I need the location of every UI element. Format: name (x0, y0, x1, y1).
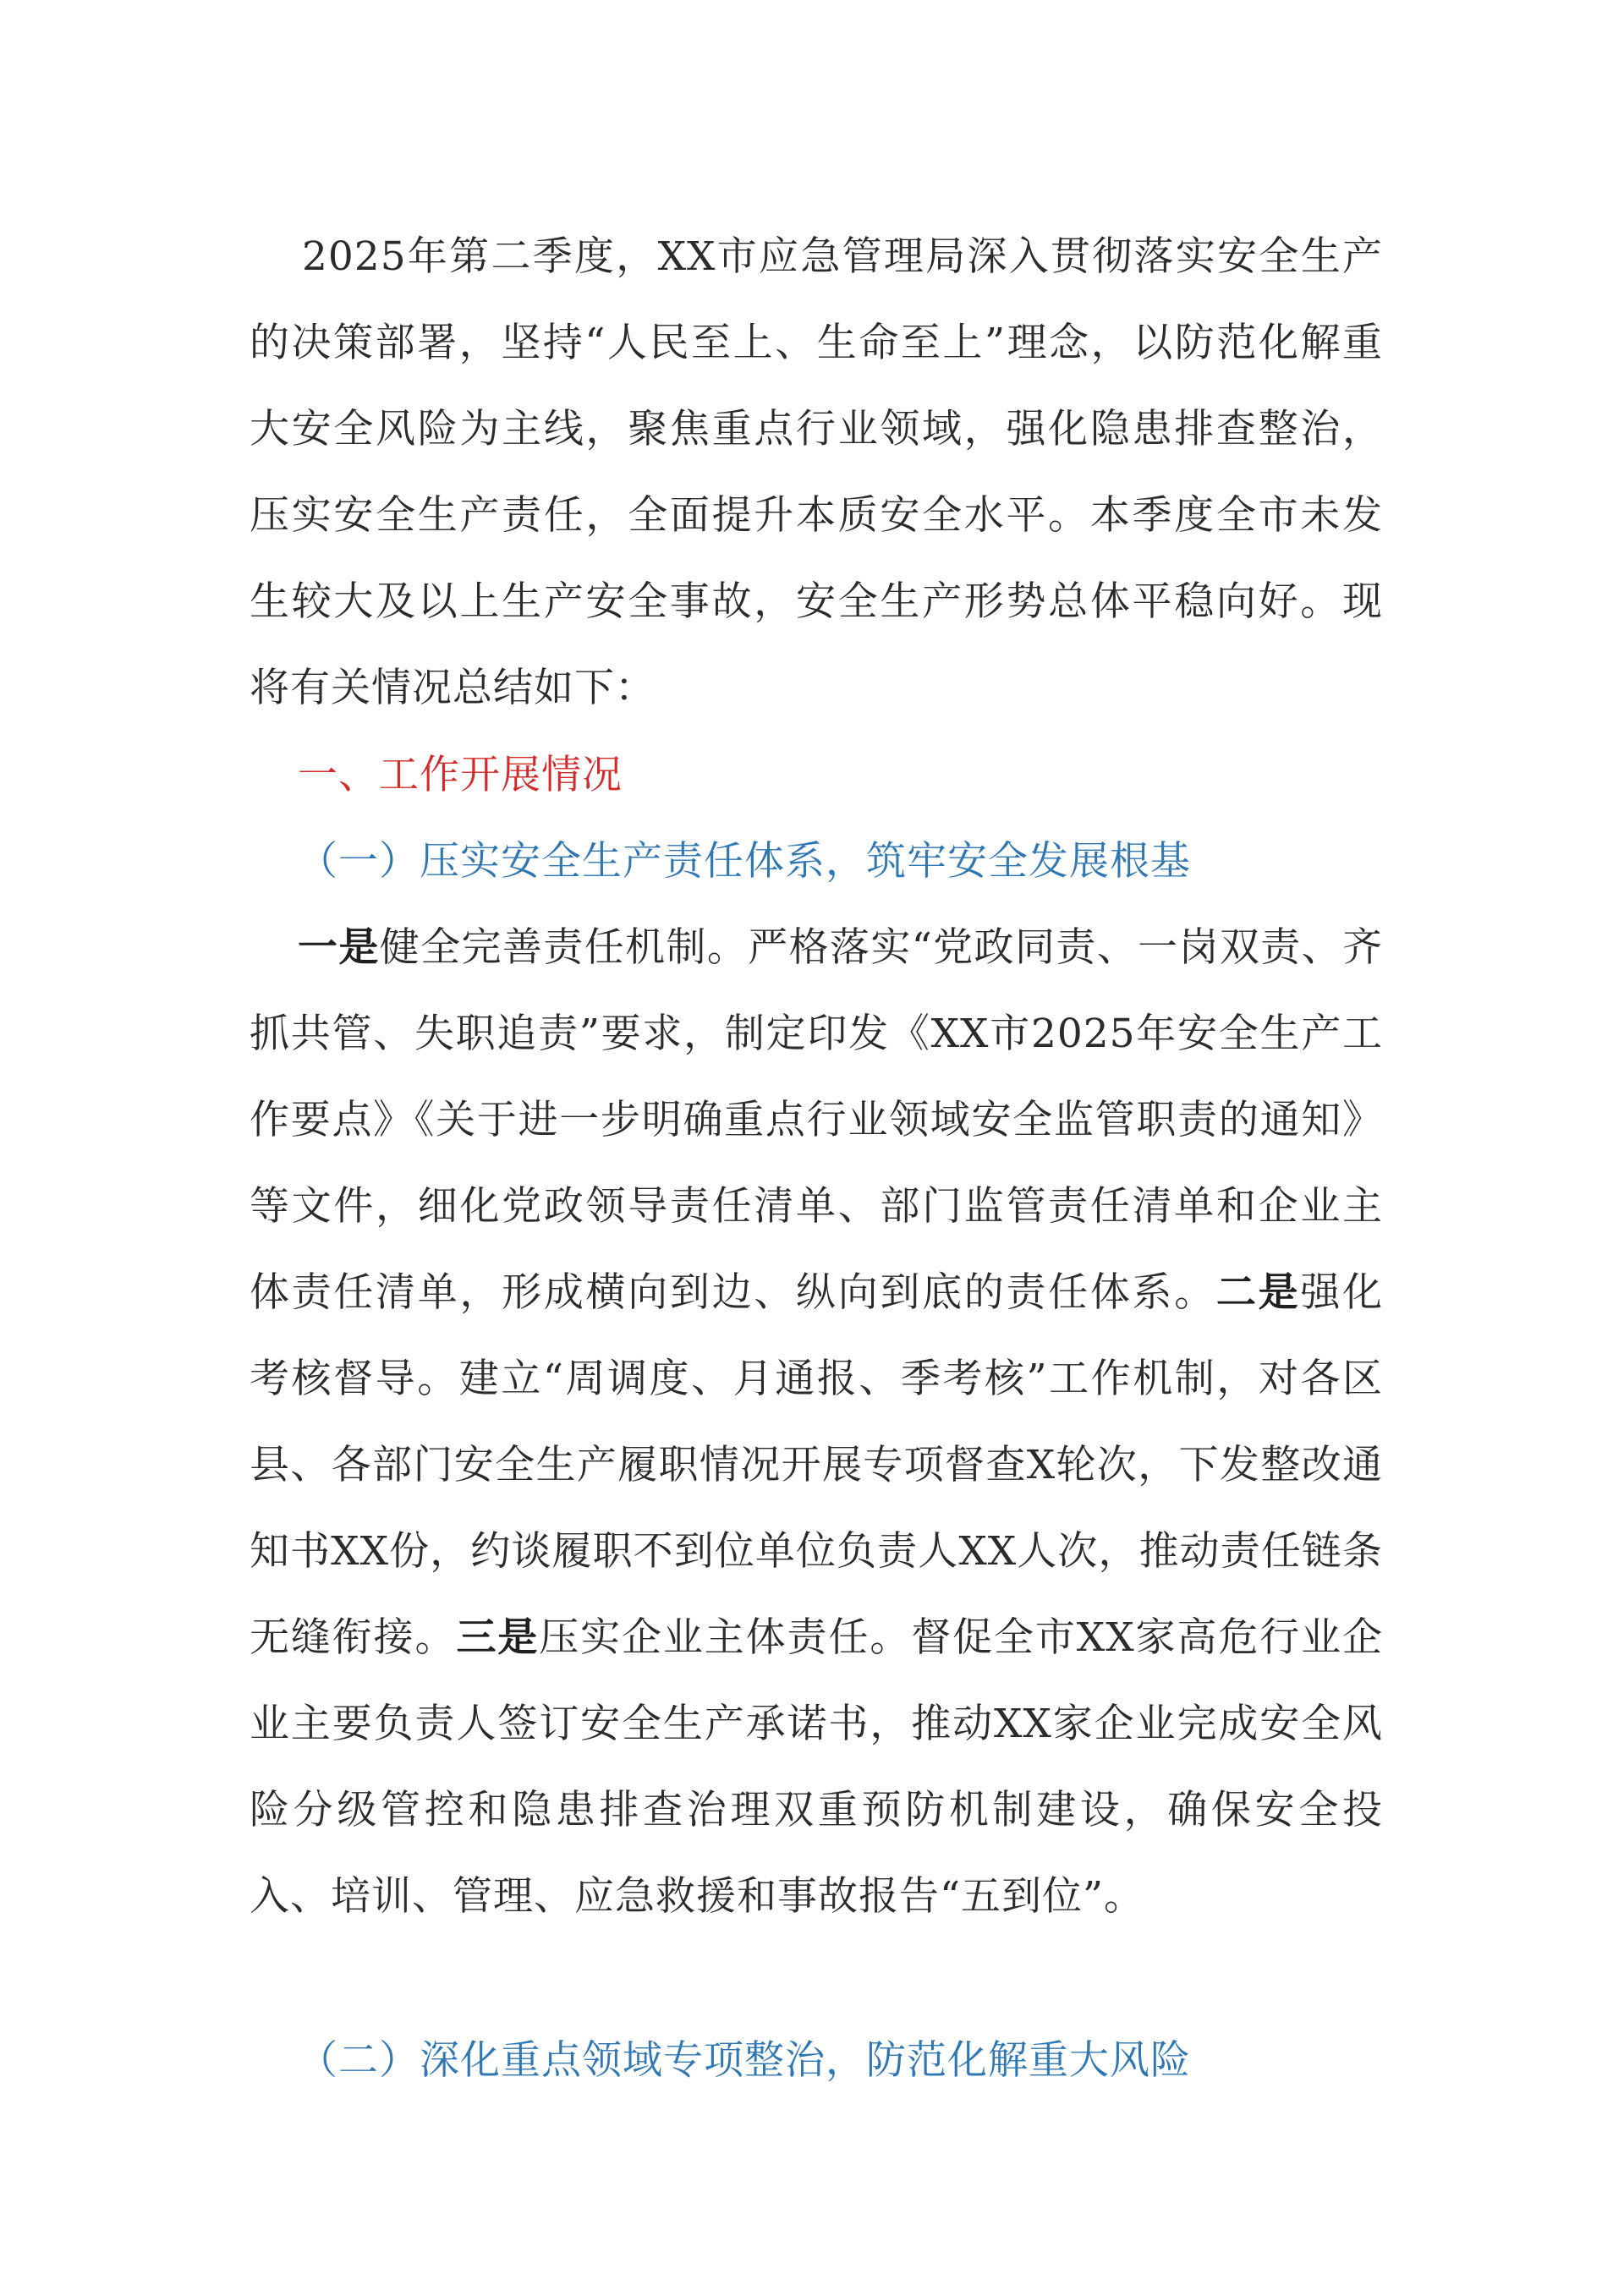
paragraph-text-2: 强化考核督导。建立“周调度、月通报、季考核”工作机制，对各区县、各部门安全生产履职情况开展专项督查X轮次，下发整改通知书XX份，约谈履职不到位单位负责人XX人次，推动责任链条无缝衔接。 (250, 1269, 1384, 1661)
section-heading-work-progress: 一、工作开展情况 (298, 752, 623, 798)
lead-first: 一是 (298, 924, 380, 971)
responsibility-paragraph (250, 905, 1383, 1940)
intro-paragraph: 2025年第二季度，XX市应急管理局深入贯彻落实安全生产的决策部署，坚持“人民至上、生命至上”理念，以防范化解重大安全风险为主线，聚焦重点行业领域，强化隐患排查整治，压实安全生产责任，全面提升本质安全水平。本季度全市未发生较大及以上生产安全事故，安全生产形势总体平稳向好。现将有关情况总结如下： (250, 233, 1383, 711)
subsection-heading-key-areas: （二）深化重点领域专项整治，防范化解重大风险 (298, 2037, 1191, 2084)
paragraph-text-3: 压实企业主体责任。督促全市XX家高危行业企业主要负责人签订安全生产承诺书，推动XX家企业完成安全风险分级管控和隐患排查治理双重预防机制建设，确保安全投入、培训、管理、应急救援和事故报告“五到位”。 (250, 1614, 1384, 1920)
lead-third: 三是 (456, 1614, 540, 1661)
lead-second: 二是 (1215, 1269, 1301, 1316)
paragraph-text-1: 健全完善责任机制。严格落实“党政同责、一岗双责、齐抓共管、失职追责”要求，制定印发《XX市2025年安全生产工作要点》《关于进一步明确重点行业领域安全监管职责的通知》等文件，细化党政领导责任清单、部门监管责任清单和企业主体责任清单，形成横向到边、纵向到底的责任体系。 (250, 924, 1384, 1316)
subsection-heading-responsibility: （一）压实安全生产责任体系，筑牢安全发展根基 (298, 838, 1191, 885)
